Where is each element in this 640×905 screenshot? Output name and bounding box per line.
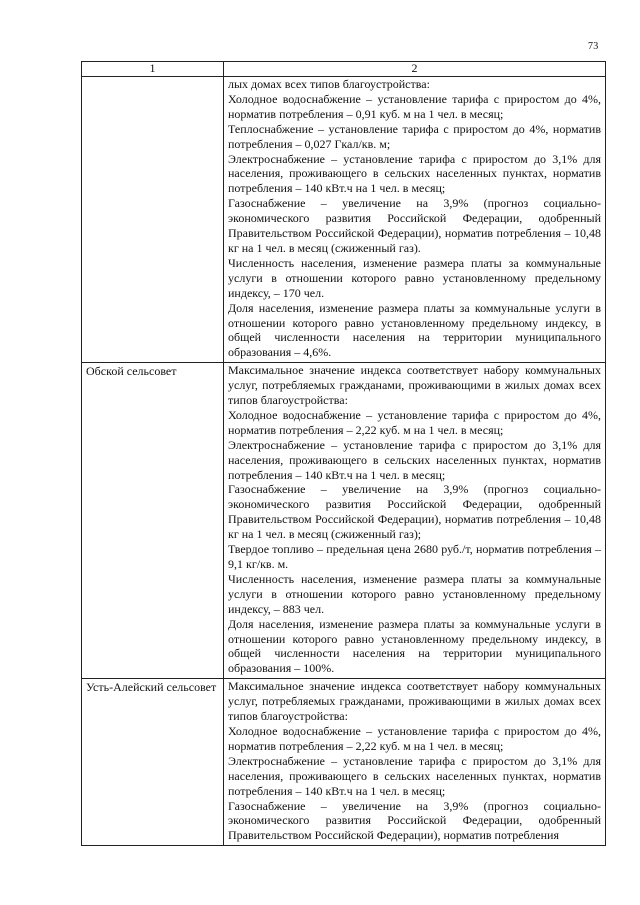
paragraph: Доля населения, изменение размера платы за коммунальные услуги в отношении которого равно установленному предельному индексу, в общей численности населения на территории муниципального образования – 4,6%. bbox=[228, 300, 601, 360]
paragraph: Электроснабжение – установление тарифа с приростом до 3,1% для населения, проживающего в сельских населенных пунктах, норматив потребления – 140 кВт.ч на 1 чел. в месяц; bbox=[228, 753, 601, 798]
table-row bbox=[82, 679, 606, 846]
page-number: 73 bbox=[588, 41, 599, 52]
paragraph: Доля населения, изменение размера платы за коммунальные услуги в отношении которого равно установленному предельному индексу, в общей численности населения на территории муниципального образования – 100%. bbox=[228, 616, 601, 676]
paragraph: Численность населения, изменение размера платы за коммунальные услуги в отношении которого равно установленному предельному индексу, – 170 чел. bbox=[228, 255, 601, 300]
municipality-name-cell: Усть-Алейский сельсовет bbox=[82, 679, 224, 846]
paragraph: Газоснабжение – увеличение на 3,9% (прогноз социально-экономического развития Российской Федерации, одобренный Правительством Российской Федерации), норматив потребления – 10,48 кг на 1 чел. в месяц (сжиженный газ); bbox=[228, 482, 601, 542]
description-cell bbox=[224, 77, 606, 363]
column-header-2: 2 bbox=[224, 62, 606, 77]
description-cell bbox=[224, 363, 606, 679]
municipality-name-cell: Обской сельсовет bbox=[82, 363, 224, 679]
paragraph: Электроснабжение – установление тарифа с приростом до 3,1% для населения, проживающего в сельских населенных пунктах, норматив потребления – 140 кВт.ч на 1 чел. в месяц; bbox=[228, 151, 601, 196]
paragraph: Электроснабжение – установление тарифа с приростом до 3,1% для населения, проживающего в сельских населенных пунктах, норматив потребления – 140 кВт.ч на 1 чел. в месяц; bbox=[228, 437, 601, 482]
paragraph: Холодное водоснабжение – установление тарифа с приростом до 4%, норматив потребления – 2,22 куб. м на 1 чел. в месяц; bbox=[228, 723, 601, 753]
table-row bbox=[82, 77, 606, 363]
municipality-name-cell bbox=[82, 77, 224, 363]
table-row bbox=[82, 363, 606, 679]
paragraph: Газоснабжение – увеличение на 3,9% (прогноз социально-экономического развития Российской Федерации, одобренный Правительством Российской Федерации), норматив потребления – 10,48 кг на 1 чел. в месяц (сжиженный газ). bbox=[228, 196, 601, 255]
paragraph: Холодное водоснабжение – установление тарифа с приростом до 4%, норматив потребления – 2,22 куб. м на 1 чел. в месяц; bbox=[228, 407, 601, 437]
document-table bbox=[81, 61, 606, 846]
table-header-row bbox=[82, 62, 606, 77]
column-header-1: 1 bbox=[82, 62, 224, 77]
description-cell bbox=[224, 679, 606, 846]
paragraph: Численность населения, изменение размера платы за коммунальные услуги в отношении которого равно установленному предельному индексу, – 883 чел. bbox=[228, 571, 601, 616]
paragraph: Твердое топливо – предельная цена 2680 руб./т, норматив потребления – 9,1 кг/кв. м. bbox=[228, 542, 601, 571]
paragraph: Холодное водоснабжение – установление тарифа с приростом до 4%, норматив потребления – 0,91 куб. м на 1 чел. в месяц; bbox=[228, 91, 601, 121]
paragraph: лых домах всех типов благоустройства: bbox=[228, 77, 430, 91]
paragraph: Теплоснабжение – установление тарифа с приростом до 4%, норматив потребления – 0,027 Гкал/кв. м; bbox=[228, 121, 601, 151]
paragraph: Максимальное значение индекса соответствует набору коммунальных услуг, потребляемых гражданами, проживающими в жилых домах всех типов благоустройства: bbox=[228, 679, 601, 724]
paragraph: Газоснабжение – увеличение на 3,9% (прогноз социально-экономического развития Российской Федерации, одобренный Правительством Российской Федерации), норматив потребления bbox=[228, 798, 601, 843]
paragraph: Максимальное значение индекса соответствует набору коммунальных услуг, потребляемых гражданами, проживающими в жилых домах всех типов благоустройства: bbox=[228, 363, 601, 408]
